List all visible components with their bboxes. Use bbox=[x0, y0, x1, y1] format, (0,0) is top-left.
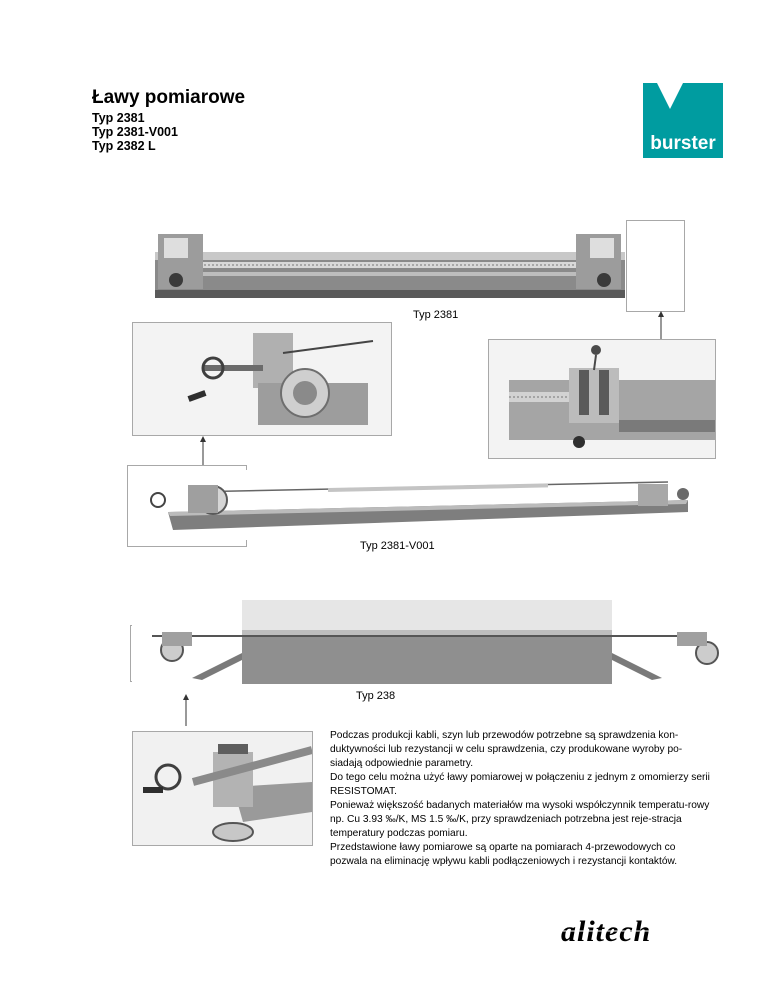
alitech-logo-text: alitech bbox=[561, 917, 652, 947]
description-text bbox=[330, 729, 710, 869]
description-paragraph: Ponieważ większość badanych materiałów ma wysoki współczynnik temperatu-rowy np. Cu 3.93 ‰/K, MS 1.5 ‰/K, przy sprawdzeniach potrzebna jest reje-stracja temperatury podczas pomiaru. bbox=[330, 800, 710, 839]
page-title: Ławy pomiarowe bbox=[92, 87, 246, 108]
arrow-up-right-icon bbox=[656, 311, 666, 339]
description-paragraph: Do tego celu można użyć ławy pomiarowej w połączeniu z jednym z omomierzy serii RESISTOMAT. bbox=[330, 772, 710, 797]
model-2381: Typ 2381 bbox=[92, 111, 145, 125]
model-2381-v001: Typ 2381-V001 bbox=[92, 125, 178, 139]
alitech-logo bbox=[561, 917, 731, 947]
burster-logo bbox=[643, 83, 723, 158]
description-paragraph: Podczas produkcji kabli, szyn lub przewodów potrzebne są sprawdzenia kon-duktywności lub rezystancji w celu sprawdzenia, czy produkowane wyroby po-siadają odpowiednie parametry. bbox=[330, 730, 683, 769]
end-clamp-photo bbox=[488, 339, 716, 459]
clamp-detail-photo bbox=[132, 322, 392, 436]
detail-frame bbox=[626, 220, 685, 312]
bench-v001-image bbox=[128, 470, 698, 540]
clamp-2382-detail-photo bbox=[132, 731, 313, 846]
burster-logo-text: burster bbox=[650, 133, 716, 154]
description-paragraph: Przedstawione ławy pomiarowe są oparte na pomiarach 4-przewodowych co pozwala na eliminację wpływu kabli podłączeniowych i rezystancji kontaktów. bbox=[330, 842, 678, 867]
model-2382-l: Typ 2382 L bbox=[92, 139, 156, 153]
caption-2381-v001: Typ 2381-V001 bbox=[360, 540, 435, 552]
caption-2381: Typ 2381 bbox=[413, 309, 459, 321]
arrow-up-left-icon bbox=[198, 436, 208, 466]
bench-2382-photo bbox=[132, 598, 722, 690]
bench-2381-photo bbox=[150, 222, 630, 312]
caption-2382: Typ 238 bbox=[356, 690, 396, 702]
arrow-up-bottom-icon bbox=[181, 694, 191, 726]
